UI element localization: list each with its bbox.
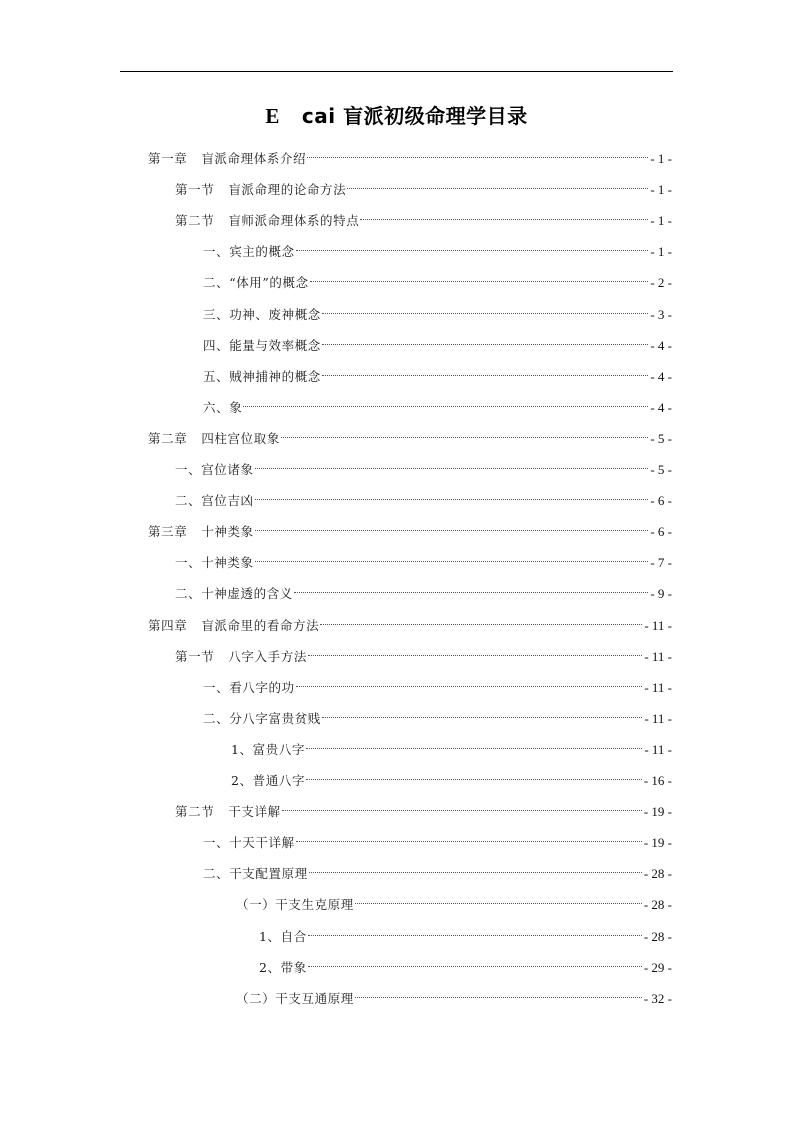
- toc-entry-text: 一、十天干详解: [203, 835, 295, 851]
- dot-leader: [255, 516, 649, 536]
- toc-entry[interactable]: [148, 610, 672, 633]
- toc-page-number: - 16 -: [643, 773, 672, 788]
- toc-page-number: - 7 -: [650, 555, 672, 571]
- dot-leader: [322, 330, 648, 350]
- toc-entry-label: [203, 336, 321, 356]
- toc-entry-text: 一、宾主的概念: [203, 244, 295, 260]
- dot-leader: [320, 610, 642, 630]
- toc-page-number: - 3 -: [650, 306, 672, 322]
- toc-entry-label: [175, 211, 359, 231]
- dot-leader: [355, 889, 642, 909]
- toc-entry-label: [175, 491, 254, 511]
- toc-entry[interactable]: [203, 299, 672, 322]
- toc-entry-label: [203, 273, 309, 293]
- dot-leader: [309, 858, 642, 878]
- dot-leader: [281, 423, 648, 443]
- dot-leader: [347, 174, 648, 194]
- toc-entry[interactable]: [203, 672, 672, 695]
- toc-entry[interactable]: [175, 641, 672, 664]
- dot-leader: [307, 143, 648, 163]
- toc-entry-label: [236, 895, 354, 915]
- toc-entry-text: （二）干支互通原理: [236, 990, 354, 1006]
- toc-entry-text: 二、“体用”的概念: [203, 275, 309, 291]
- toc-entry[interactable]: [203, 858, 672, 882]
- toc-page-number: - 4 -: [650, 337, 672, 353]
- toc-entry[interactable]: [148, 516, 672, 540]
- toc-page-number: - 19 -: [643, 835, 672, 851]
- dot-leader: [296, 672, 643, 692]
- toc-page-number: - 11 -: [644, 617, 672, 633]
- toc-entry-text: 盲派命里的看命方法: [201, 617, 320, 633]
- toc-entry-label: [203, 864, 308, 884]
- toc-entry-text: 2、普通八字: [231, 773, 306, 788]
- dot-leader: [360, 205, 648, 225]
- toc-page-number: - 2 -: [650, 275, 672, 291]
- toc-entry-label: [203, 833, 295, 853]
- toc-entry[interactable]: [203, 827, 672, 851]
- toc-page-number: - 29 -: [643, 959, 672, 975]
- dot-leader: [296, 236, 649, 256]
- toc-entry[interactable]: [148, 423, 672, 446]
- toc-entry-text: 盲派命理体系介绍: [201, 151, 307, 166]
- toc-entry-label: [203, 398, 242, 418]
- toc-entry-number: 第二节: [175, 804, 215, 820]
- dot-leader: [310, 267, 649, 287]
- toc-entry[interactable]: [236, 889, 672, 913]
- toc-entry-text: 四柱宫位取象: [201, 430, 280, 446]
- title-prefix: E: [265, 104, 280, 128]
- toc-entry-label: [203, 709, 321, 729]
- toc-entry-label: [203, 305, 321, 325]
- toc-entry[interactable]: [203, 361, 672, 384]
- toc-entry-text: 二、宫位吉凶: [175, 493, 254, 509]
- toc-page-number: - 11 -: [644, 710, 672, 726]
- toc-entry[interactable]: [148, 143, 672, 166]
- dot-leader: [306, 765, 642, 785]
- toc-entry-text: 二、干支配置原理: [203, 866, 308, 882]
- dot-leader: [243, 392, 648, 412]
- toc-entry-text: 2、带象: [259, 959, 307, 975]
- toc-entry-label: [203, 367, 321, 387]
- toc-page-number: - 9 -: [650, 586, 672, 602]
- toc-page-number: - 6 -: [650, 493, 672, 509]
- dot-leader: [306, 734, 642, 754]
- toc-page-number: - 28 -: [643, 866, 672, 882]
- toc-entry-text: 八字入手方法: [228, 648, 307, 664]
- toc-page-number: - 4 -: [650, 399, 672, 415]
- toc-page-number: - 11 -: [644, 679, 672, 695]
- toc-entry-text: 干支详解: [228, 804, 281, 820]
- toc-entry[interactable]: [203, 267, 672, 291]
- toc-entry-number: 第二章: [148, 430, 188, 446]
- toc-entry-text: 四、能量与效率概念: [203, 337, 321, 353]
- toc-entry[interactable]: [175, 205, 672, 229]
- toc-entry-number: 第一章: [148, 151, 188, 166]
- toc-entry-label: [259, 958, 307, 978]
- dot-leader: [322, 361, 648, 381]
- dot-leader: [322, 703, 642, 723]
- toc-entry[interactable]: [175, 174, 672, 198]
- dot-leader: [308, 952, 642, 972]
- dot-leader: [322, 299, 648, 319]
- toc-entry-text: 1、自合: [259, 928, 307, 944]
- toc-page-number: - 1 -: [650, 213, 672, 229]
- toc-entry-number: 第三章: [148, 524, 188, 540]
- toc-entry-number: 第二节: [175, 213, 215, 229]
- toc-entry-text: 盲派命理的论命方法: [228, 182, 347, 198]
- toc-entry-number: 第一节: [175, 648, 215, 664]
- toc-entry[interactable]: [236, 983, 672, 1006]
- toc-entry-label: [175, 802, 281, 822]
- toc-entry-label: [175, 553, 254, 573]
- dot-leader: [296, 827, 642, 847]
- toc-entry[interactable]: [259, 952, 672, 975]
- toc-entry[interactable]: [203, 330, 672, 353]
- dot-leader: [282, 796, 642, 816]
- toc-entry-label: [236, 989, 354, 1009]
- toc-page-number: - 5 -: [650, 430, 672, 446]
- header-rule: [120, 71, 673, 72]
- toc-page-number: - 11 -: [644, 741, 672, 757]
- toc-entry[interactable]: [175, 578, 672, 602]
- toc-page-number: - 5 -: [650, 462, 672, 477]
- toc-page-number: - 1 -: [650, 244, 672, 260]
- toc-page-number: - 28 -: [643, 897, 672, 913]
- toc-entry-number: 第四章: [148, 617, 188, 633]
- toc-entry[interactable]: [203, 392, 672, 415]
- dot-leader: [308, 921, 642, 941]
- toc-entry-text: 五、贼神捕神的概念: [203, 368, 321, 384]
- toc-page-number: - 11 -: [644, 648, 672, 664]
- toc-entry-text: 六、象: [203, 399, 243, 415]
- toc-entry-label: [231, 771, 305, 791]
- toc-entry-label: [175, 460, 254, 480]
- toc-page-number: - 32 -: [643, 990, 672, 1006]
- toc-entry-text: 一、宫位诸象: [175, 462, 254, 477]
- toc-entry[interactable]: [231, 734, 672, 757]
- toc-entry-label: [203, 678, 295, 698]
- toc-page-number: - 28 -: [643, 928, 672, 944]
- toc-entry-text: 二、分八字富贵贫贱: [203, 710, 321, 726]
- title-main: cai 盲派初级命理学目录: [301, 104, 528, 128]
- toc-entry[interactable]: [259, 921, 672, 944]
- toc-entry-label: [175, 647, 307, 667]
- toc-entry-label: [148, 522, 254, 542]
- toc-entry[interactable]: [175, 796, 672, 820]
- toc-entry-label: [148, 149, 306, 169]
- toc-entry-label: [231, 740, 305, 760]
- toc-page-number: - 4 -: [650, 368, 672, 384]
- toc-page-number: - 19 -: [643, 804, 672, 820]
- dot-leader: [255, 454, 649, 474]
- toc-entry-label: [175, 584, 293, 604]
- toc-entry[interactable]: [231, 765, 672, 788]
- page-title: [0, 101, 793, 131]
- toc-entry-text: 一、十神类象: [175, 555, 254, 571]
- toc-entry-text: 一、看八字的功: [203, 679, 295, 695]
- toc-entry[interactable]: [203, 703, 672, 726]
- dot-leader: [294, 578, 648, 598]
- toc-entry-text: 盲师派命理体系的特点: [228, 213, 360, 229]
- toc-page-number: - 1 -: [650, 182, 672, 198]
- toc-entry-label: [148, 616, 319, 636]
- toc-entry[interactable]: [175, 547, 672, 571]
- dot-leader: [255, 485, 649, 505]
- toc-entry-label: [203, 242, 295, 262]
- toc-entry[interactable]: [203, 236, 672, 260]
- toc-entry-number: 第一节: [175, 182, 215, 198]
- toc-entry-text: 三、功神、废神概念: [203, 306, 321, 322]
- toc-page-number: - 1 -: [650, 151, 672, 166]
- toc-entry-text: 十神类象: [201, 524, 254, 540]
- dot-leader: [308, 641, 642, 661]
- toc-entry[interactable]: [175, 485, 672, 509]
- toc-entry[interactable]: [175, 454, 672, 477]
- toc-entry-label: [259, 927, 307, 947]
- toc-entry-text: 二、十神虚透的含义: [175, 586, 293, 602]
- toc-entry-text: （一）干支生克原理: [236, 897, 354, 913]
- dot-leader: [355, 983, 642, 1003]
- toc-entry-text: 1、富贵八字: [231, 741, 306, 757]
- toc-entry-label: [175, 180, 346, 200]
- toc-page-number: - 6 -: [650, 524, 672, 540]
- toc-entry-label: [148, 429, 280, 449]
- dot-leader: [255, 547, 649, 567]
